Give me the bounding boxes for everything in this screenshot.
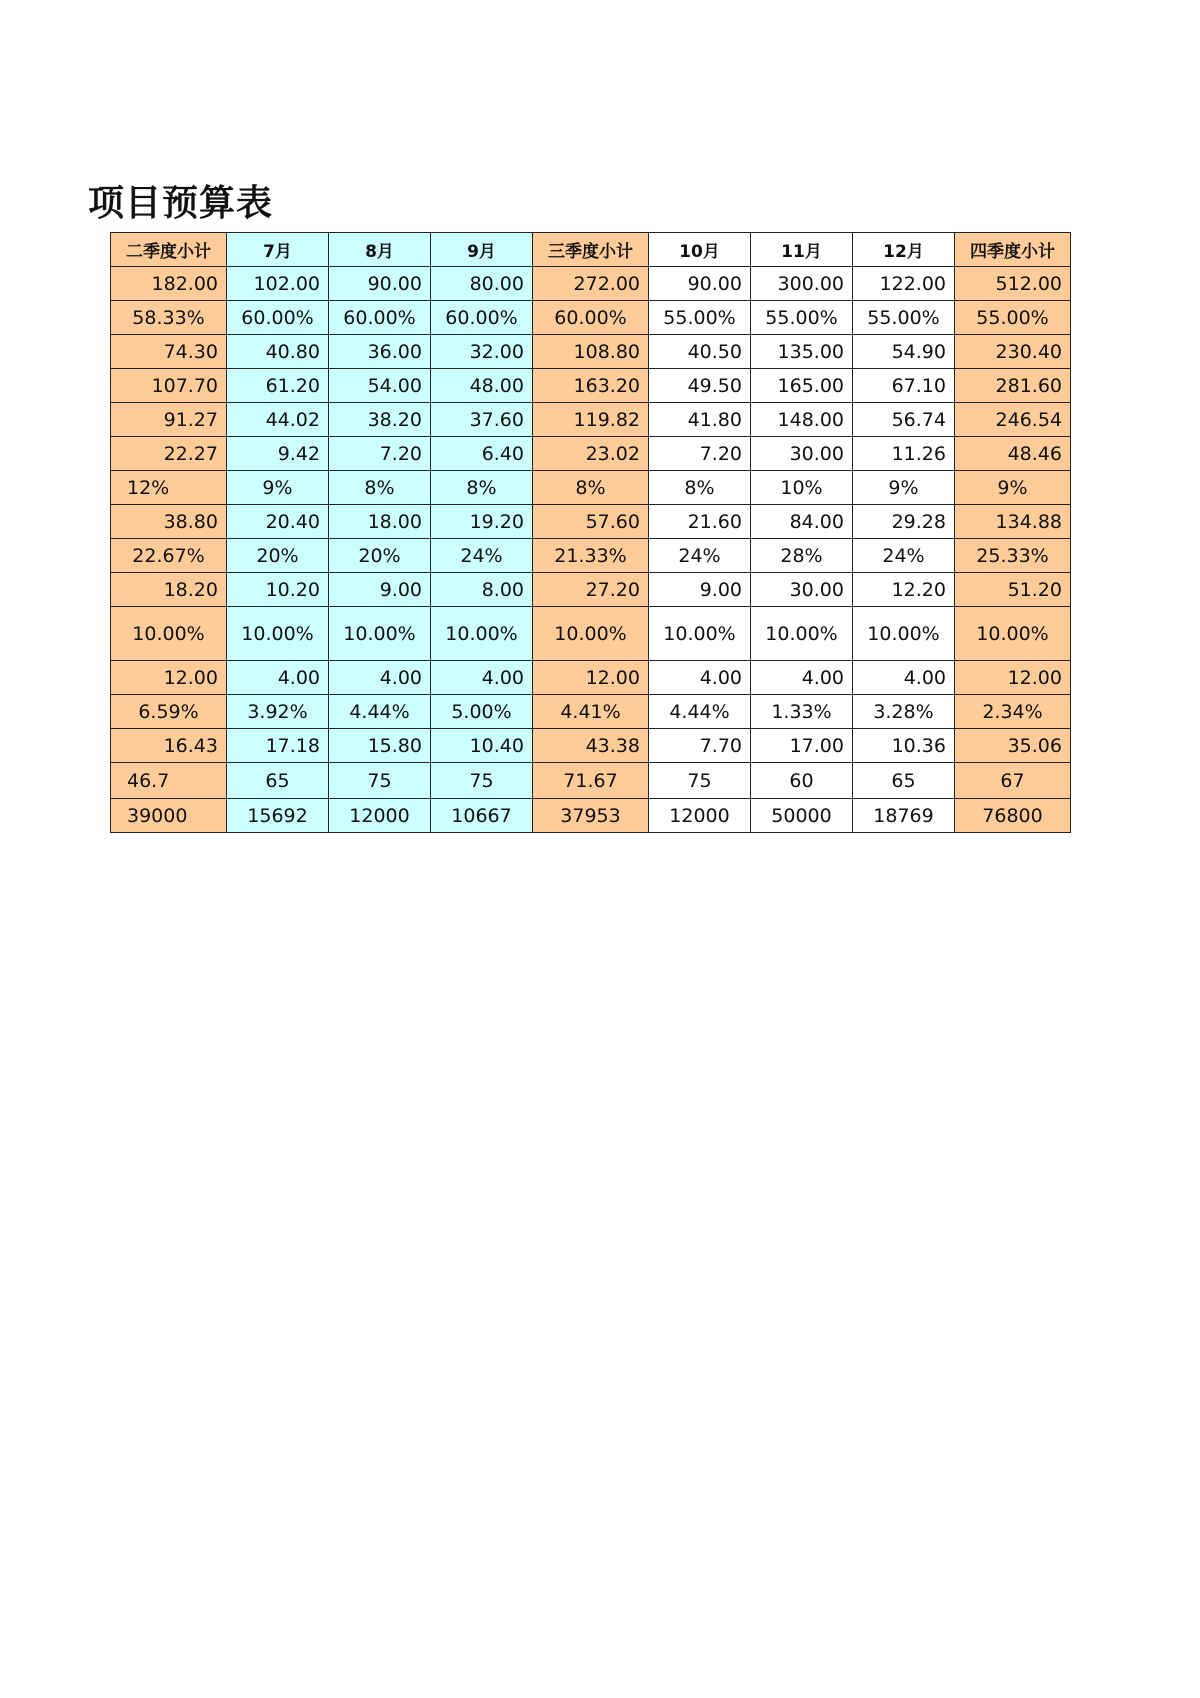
table-cell[interactable]: 4.00 xyxy=(329,661,431,695)
table-cell[interactable]: 80.00 xyxy=(431,267,533,301)
table-cell[interactable]: 38.80 xyxy=(111,505,227,539)
table-cell[interactable]: 9% xyxy=(853,471,955,505)
table-cell[interactable]: 300.00 xyxy=(751,267,853,301)
table-cell[interactable]: 8% xyxy=(533,471,649,505)
table-cell[interactable]: 5.00% xyxy=(431,695,533,729)
column-header: 10月 xyxy=(649,233,751,267)
table-cell[interactable]: 29.28 xyxy=(853,505,955,539)
table-cell[interactable]: 84.00 xyxy=(751,505,853,539)
title-clip xyxy=(88,178,1200,230)
table-cell[interactable]: 58.33% xyxy=(111,301,227,335)
table-cell[interactable]: 60.00% xyxy=(533,301,649,335)
table-cell[interactable]: 9.00 xyxy=(329,573,431,607)
column-header: 9月 xyxy=(431,233,533,267)
table-cell[interactable]: 22.67% xyxy=(111,539,227,573)
table-cell[interactable]: 60.00% xyxy=(431,301,533,335)
table-cell[interactable]: 37.60 xyxy=(431,403,533,437)
table-cell[interactable]: 3.92% xyxy=(227,695,329,729)
table-cell[interactable]: 40.80 xyxy=(227,335,329,369)
table-cell[interactable]: 135.00 xyxy=(751,335,853,369)
table-cell[interactable]: 24% xyxy=(649,539,751,573)
table-cell[interactable]: 67 xyxy=(955,763,1071,799)
table-cell[interactable]: 24% xyxy=(853,539,955,573)
table-cell[interactable]: 148.00 xyxy=(751,403,853,437)
table-cell[interactable]: 20% xyxy=(329,539,431,573)
table-cell[interactable]: 4.00 xyxy=(853,661,955,695)
table-cell[interactable]: 4.00 xyxy=(751,661,853,695)
table-cell[interactable]: 281.60 xyxy=(955,369,1071,403)
table-cell[interactable]: 27.20 xyxy=(533,573,649,607)
table-cell[interactable]: 18769 xyxy=(853,799,955,833)
column-header: 三季度小计 xyxy=(533,233,649,267)
table-cell[interactable]: 32.00 xyxy=(431,335,533,369)
table-cell[interactable]: 1.33% xyxy=(751,695,853,729)
table-cell[interactable]: 8.00 xyxy=(431,573,533,607)
column-header: 12月 xyxy=(853,233,955,267)
table-cell[interactable]: 37953 xyxy=(533,799,649,833)
table-cell[interactable]: 10.00% xyxy=(955,607,1071,661)
table-cell[interactable]: 10.00% xyxy=(227,607,329,661)
table-cell[interactable]: 65 xyxy=(853,763,955,799)
table-cell[interactable]: 16.43 xyxy=(111,729,227,763)
table-cell[interactable]: 43.38 xyxy=(533,729,649,763)
table-row xyxy=(111,301,1071,335)
table-cell[interactable]: 60.00% xyxy=(329,301,431,335)
table-row xyxy=(111,437,1071,471)
table-cell[interactable]: 17.18 xyxy=(227,729,329,763)
table-cell[interactable]: 4.00 xyxy=(649,661,751,695)
table-cell[interactable]: 65 xyxy=(227,763,329,799)
column-header: 8月 xyxy=(329,233,431,267)
table-cell[interactable]: 107.70 xyxy=(111,369,227,403)
table-cell[interactable]: 272.00 xyxy=(533,267,649,301)
table-row xyxy=(111,335,1071,369)
table-cell[interactable]: 12.00 xyxy=(533,661,649,695)
table-cell[interactable]: 182.00 xyxy=(111,267,227,301)
table-row xyxy=(111,661,1071,695)
table-cell[interactable]: 12.00 xyxy=(955,661,1071,695)
table-cell[interactable]: 12000 xyxy=(329,799,431,833)
table-cell[interactable]: 28% xyxy=(751,539,853,573)
table-cell[interactable]: 76800 xyxy=(955,799,1071,833)
table-cell[interactable]: 91.27 xyxy=(111,403,227,437)
table-cell[interactable]: 246.54 xyxy=(955,403,1071,437)
table-cell[interactable]: 3.28% xyxy=(853,695,955,729)
table-cell[interactable]: 55.00% xyxy=(649,301,751,335)
header-row xyxy=(111,233,1071,267)
table-cell[interactable]: 12000 xyxy=(649,799,751,833)
table-cell[interactable]: 15692 xyxy=(227,799,329,833)
table-cell[interactable]: 57.60 xyxy=(533,505,649,539)
table-row xyxy=(111,539,1071,573)
table-cell[interactable]: 102.00 xyxy=(227,267,329,301)
table-cell[interactable]: 44.02 xyxy=(227,403,329,437)
column-header: 7月 xyxy=(227,233,329,267)
table-cell[interactable]: 9.00 xyxy=(649,573,751,607)
table-cell[interactable]: 49.50 xyxy=(649,369,751,403)
table-cell[interactable]: 35.06 xyxy=(955,729,1071,763)
table-cell[interactable]: 41.80 xyxy=(649,403,751,437)
table-cell[interactable]: 71.67 xyxy=(533,763,649,799)
table-cell[interactable]: 10% xyxy=(751,471,853,505)
column-header: 二季度小计 xyxy=(111,233,227,267)
table-cell[interactable]: 39000 xyxy=(111,799,227,833)
table-row xyxy=(111,573,1071,607)
table-cell[interactable]: 67.10 xyxy=(853,369,955,403)
table-cell[interactable]: 6.40 xyxy=(431,437,533,471)
table-cell[interactable]: 10.20 xyxy=(227,573,329,607)
table-row xyxy=(111,267,1071,301)
table-cell[interactable]: 20% xyxy=(227,539,329,573)
table-cell[interactable]: 4.00 xyxy=(431,661,533,695)
table-row xyxy=(111,607,1071,661)
table-cell[interactable]: 40.50 xyxy=(649,335,751,369)
table-cell[interactable]: 90.00 xyxy=(329,267,431,301)
spreadsheet-page xyxy=(88,0,1200,900)
table-cell[interactable]: 8% xyxy=(649,471,751,505)
table-body xyxy=(111,267,1071,833)
table-cell[interactable]: 8% xyxy=(431,471,533,505)
table-cell[interactable]: 10.00% xyxy=(533,607,649,661)
table-cell[interactable]: 36.00 xyxy=(329,335,431,369)
table-cell[interactable]: 25.33% xyxy=(955,539,1071,573)
table-cell[interactable]: 50000 xyxy=(751,799,853,833)
table-row xyxy=(111,471,1071,505)
table-cell[interactable]: 75 xyxy=(329,763,431,799)
table-cell[interactable]: 165.00 xyxy=(751,369,853,403)
table-cell[interactable]: 12.20 xyxy=(853,573,955,607)
table-cell[interactable]: 10.36 xyxy=(853,729,955,763)
table-cell[interactable]: 18.20 xyxy=(111,573,227,607)
table-cell[interactable]: 10.00% xyxy=(649,607,751,661)
table-row xyxy=(111,729,1071,763)
table-cell[interactable]: 23.02 xyxy=(533,437,649,471)
table-cell[interactable]: 134.88 xyxy=(955,505,1071,539)
table-row xyxy=(111,505,1071,539)
table-cell[interactable]: 51.20 xyxy=(955,573,1071,607)
table-cell[interactable]: 6.59% xyxy=(111,695,227,729)
table-cell[interactable]: 19.20 xyxy=(431,505,533,539)
table-cell[interactable]: 9% xyxy=(955,471,1071,505)
table-cell[interactable]: 61.20 xyxy=(227,369,329,403)
table-cell[interactable]: 17.00 xyxy=(751,729,853,763)
table-cell[interactable]: 75 xyxy=(649,763,751,799)
table-cell[interactable]: 4.44% xyxy=(649,695,751,729)
table-row xyxy=(111,695,1071,729)
table-cell[interactable]: 10667 xyxy=(431,799,533,833)
table-cell[interactable]: 18.00 xyxy=(329,505,431,539)
table-cell[interactable]: 55.00% xyxy=(751,301,853,335)
table-cell[interactable]: 8% xyxy=(329,471,431,505)
table-cell[interactable]: 56.74 xyxy=(853,403,955,437)
table-cell[interactable]: 54.00 xyxy=(329,369,431,403)
table-cell[interactable]: 163.20 xyxy=(533,369,649,403)
budget-table xyxy=(110,232,1071,833)
table-cell[interactable]: 512.00 xyxy=(955,267,1071,301)
table-cell[interactable]: 9% xyxy=(227,471,329,505)
table-cell[interactable]: 20.40 xyxy=(227,505,329,539)
table-cell[interactable]: 230.40 xyxy=(955,335,1071,369)
table-cell[interactable]: 10.40 xyxy=(431,729,533,763)
table-cell[interactable]: 60.00% xyxy=(227,301,329,335)
table-cell[interactable]: 2.34% xyxy=(955,695,1071,729)
table-header xyxy=(111,233,1071,267)
table-cell[interactable]: 74.30 xyxy=(111,335,227,369)
table-cell[interactable]: 30.00 xyxy=(751,573,853,607)
table-cell[interactable]: 11.26 xyxy=(853,437,955,471)
column-header: 四季度小计 xyxy=(955,233,1071,267)
table-cell[interactable]: 119.82 xyxy=(533,403,649,437)
table-cell[interactable]: 48.46 xyxy=(955,437,1071,471)
table-cell[interactable]: 15.80 xyxy=(329,729,431,763)
table-cell[interactable]: 55.00% xyxy=(853,301,955,335)
table-cell[interactable]: 10.00% xyxy=(431,607,533,661)
table-cell[interactable]: 24% xyxy=(431,539,533,573)
column-header: 11月 xyxy=(751,233,853,267)
table-cell[interactable]: 54.90 xyxy=(853,335,955,369)
table-cell[interactable]: 60 xyxy=(751,763,853,799)
table-cell[interactable]: 7.20 xyxy=(649,437,751,471)
table-cell[interactable]: 108.80 xyxy=(533,335,649,369)
table-cell[interactable]: 10.00% xyxy=(329,607,431,661)
table-cell[interactable]: 12% xyxy=(111,471,227,505)
table-cell[interactable]: 122.00 xyxy=(853,267,955,301)
table-cell[interactable]: 7.20 xyxy=(329,437,431,471)
table-row xyxy=(111,403,1071,437)
table-cell[interactable]: 9.42 xyxy=(227,437,329,471)
table-cell[interactable]: 30.00 xyxy=(751,437,853,471)
table-cell[interactable]: 46.7 xyxy=(111,763,227,799)
table-cell[interactable]: 7.70 xyxy=(649,729,751,763)
table-cell[interactable]: 10.00% xyxy=(751,607,853,661)
table-cell[interactable]: 12.00 xyxy=(111,661,227,695)
table-cell[interactable]: 10.00% xyxy=(111,607,227,661)
table-row xyxy=(111,369,1071,403)
table-cell[interactable]: 4.41% xyxy=(533,695,649,729)
table-cell[interactable]: 75 xyxy=(431,763,533,799)
table-cell[interactable]: 90.00 xyxy=(649,267,751,301)
table-cell[interactable]: 21.33% xyxy=(533,539,649,573)
table-cell[interactable]: 22.27 xyxy=(111,437,227,471)
table-cell[interactable]: 38.20 xyxy=(329,403,431,437)
table-cell[interactable]: 55.00% xyxy=(955,301,1071,335)
page-title: 项目预算表 xyxy=(88,183,274,224)
table-cell[interactable]: 4.44% xyxy=(329,695,431,729)
table-cell[interactable]: 48.00 xyxy=(431,369,533,403)
table-cell[interactable]: 21.60 xyxy=(649,505,751,539)
table-row xyxy=(111,763,1071,799)
table-row xyxy=(111,799,1071,833)
table-cell[interactable]: 10.00% xyxy=(853,607,955,661)
table-cell[interactable]: 4.00 xyxy=(227,661,329,695)
